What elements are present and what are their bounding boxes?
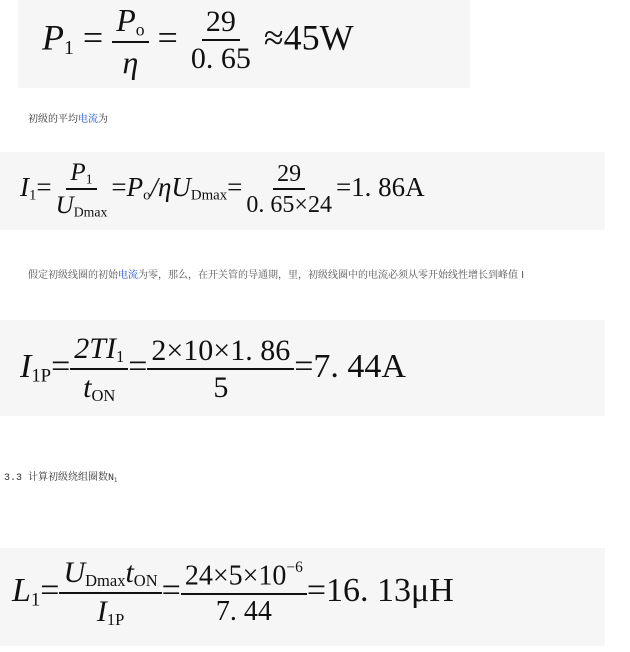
eq4-num-sub1: Dmax bbox=[85, 571, 126, 591]
eq2-mid: P bbox=[126, 171, 144, 202]
eq4-fraction-1 bbox=[59, 558, 161, 628]
text2-after: 为零，那么，在开关管的导通期，里，初级线圈中的电流必须从零开始线性增长到峰值 I bbox=[138, 270, 525, 281]
eq3-fraction-1 bbox=[70, 334, 128, 404]
eq1-result: 45W bbox=[283, 17, 354, 58]
eq2-den-sub: Dmax bbox=[73, 204, 108, 220]
eq1-den: η bbox=[122, 43, 139, 80]
eq3-den-var: t bbox=[83, 370, 92, 404]
eq1-num2: 29 bbox=[202, 7, 240, 41]
eq2-num2: 29 bbox=[273, 162, 305, 190]
text1-before: 初级的平均 bbox=[28, 114, 78, 125]
text1-link[interactable]: 电流 bbox=[78, 114, 98, 125]
equation-inductance: $L_1=$ $\frac{U_{Dmax}t_{ON}}{I_{1P}}$ = $\frac{24\times 5\times 10^{-6}}{7. 44}$ =16. 13μH bbox=[12, 556, 454, 629]
eq2-mid-rest: /η bbox=[150, 171, 172, 202]
eq3-den2: 5 bbox=[213, 370, 229, 404]
eq1-lhs-sub: 1 bbox=[64, 37, 74, 60]
text1-after: 为 bbox=[98, 114, 108, 125]
equation-primary-current: $I_1=$ $\frac{P_1}{U_{Dmax}}$ $=P_o/\eta U_{Dmax}=$ $\frac{29}{0. 65\times 24}$ =1. 86A bbox=[20, 159, 425, 220]
text2-before: 假定初级线圈的初始 bbox=[28, 270, 118, 281]
eq1-fraction-2 bbox=[187, 7, 255, 74]
eq4-den-sub: 1P bbox=[106, 609, 125, 629]
text3-label: 3.3 计算初级绕组圈数N bbox=[4, 473, 115, 484]
eq3-den-sub: ON bbox=[91, 385, 116, 405]
eq2-lhs: I bbox=[20, 171, 29, 202]
text-primary-avg-current bbox=[28, 110, 108, 125]
text3-label-sub: 1 bbox=[114, 477, 118, 484]
eq4-num-sub2: ON bbox=[133, 571, 158, 591]
eq4-lhs-sub: 1 bbox=[30, 589, 41, 611]
equation-peak-current: $I_{1P}=$ $\frac{2TI_1}{t_{ON}}$ = $\frac{2\times 10\times 1. 86}{5}$ =7. 44A bbox=[20, 332, 406, 405]
eq2-mid-u: U bbox=[171, 171, 191, 202]
eq3-fraction-2 bbox=[147, 333, 294, 404]
eq3-num: 2TI bbox=[74, 332, 116, 365]
eq1-lhs: P bbox=[42, 17, 64, 58]
eq2-mid-u-sub: Dmax bbox=[190, 187, 228, 204]
text2-link[interactable]: 电流 bbox=[118, 270, 138, 281]
eq3-num-sub: 1 bbox=[115, 347, 125, 367]
eq2-den-var: U bbox=[55, 192, 74, 220]
eq4-num2: 24×5×10 bbox=[184, 560, 287, 592]
text-initial-current-cut bbox=[28, 270, 630, 288]
eq4-result: =16. 13μH bbox=[306, 571, 454, 609]
eq3-num2: 2×10×1. 86 bbox=[147, 336, 294, 370]
eq3-lhs-sub: 1P bbox=[31, 365, 52, 387]
eq2-num-sub: 1 bbox=[85, 171, 93, 187]
eq4-num-var2: t bbox=[125, 556, 134, 589]
eq1-num-sub: o bbox=[135, 19, 145, 40]
eq2-fraction-2 bbox=[242, 162, 336, 217]
eq4-lhs: L bbox=[12, 571, 31, 609]
eq3-lhs: I bbox=[20, 347, 32, 385]
equation-power-primary: $P_1$ = $\frac{P_o}{\eta}$ = $\frac{29}{0. 65}$ ≈45W bbox=[42, 2, 354, 80]
eq4-den-var: I bbox=[96, 594, 107, 628]
eq2-num-var: P bbox=[70, 159, 86, 186]
eq1-den2: 0. 65 bbox=[190, 42, 251, 76]
eq1-fraction-1 bbox=[112, 4, 148, 78]
eq4-fraction-2 bbox=[181, 560, 307, 625]
eq4-num-var1: U bbox=[63, 556, 86, 589]
eq1-num-var: P bbox=[116, 2, 136, 38]
eq2-lhs-sub: 1 bbox=[29, 187, 37, 204]
eq4-den2: 7. 44 bbox=[215, 595, 272, 627]
eq3-result: =7. 44A bbox=[294, 347, 406, 385]
eq1-approx: ≈ bbox=[263, 17, 284, 58]
eq4-num2-sup: −6 bbox=[286, 559, 303, 577]
section-heading-3-3 bbox=[4, 468, 118, 484]
eq2-result: =1. 86A bbox=[335, 171, 425, 202]
eq2-mid-sub: o bbox=[143, 187, 151, 204]
eq2-den2: 0. 65×24 bbox=[246, 192, 332, 219]
eq2-fraction-1 bbox=[52, 160, 112, 219]
